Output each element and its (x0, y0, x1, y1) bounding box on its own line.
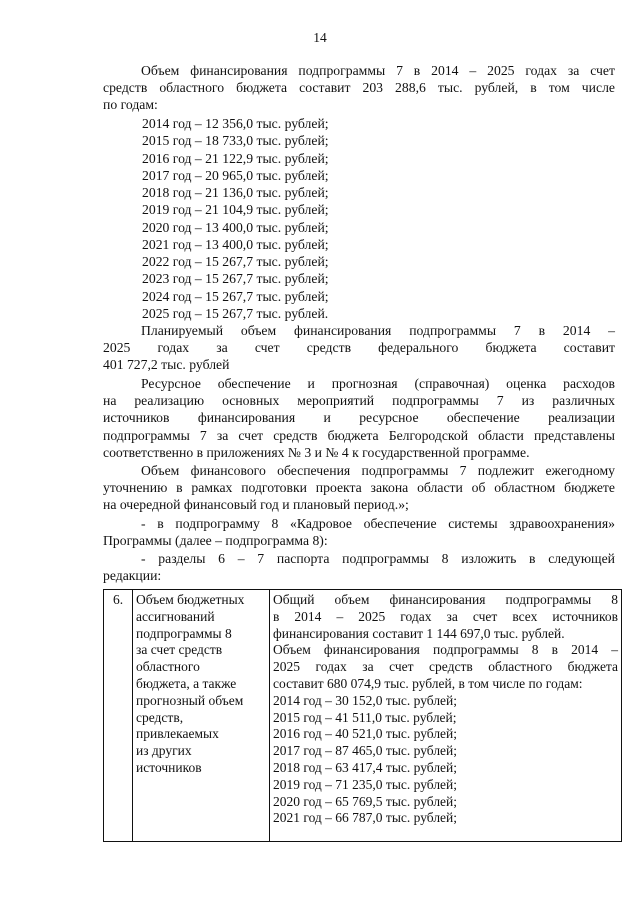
p7-resources-line-3: источников финансирования и ресурсное обеспечение реализации (103, 410, 615, 426)
p7-resources-line-2: на реализацию основных мероприятий подпрограммы 7 из различных (103, 393, 615, 409)
year-line: 2014 год – 30 152,0 тыс. рублей; (273, 692, 458, 708)
list-item: 2016 год – 21 122,9 тыс. рублей; (142, 150, 329, 166)
p7-annual-line-3: на очередной финансовый год и плановый период.»; (103, 497, 409, 513)
year-line: 2018 год – 63 417,4 тыс. рублей; (273, 759, 458, 775)
p8-intro-line-1: - в подпрограмму 8 «Кадровое обеспечение системы здравоохранения» (141, 516, 615, 531)
total-line: в 2014 – 2025 годах за счет всех источников (273, 608, 618, 624)
p7-federal-line-1: Планируемый объем финансирования подпрограммы 7 в 2014 – (141, 323, 615, 338)
regional-line: 2025 годах за счет средств областного бюджета (273, 659, 618, 675)
row-number: 6. (104, 590, 133, 842)
row-title-line: бюджета, а также (136, 675, 237, 691)
p7-federal-line-3: 401 727,2 тыс. рублей (103, 357, 230, 373)
row-title-line: привлекаемых (136, 726, 219, 742)
p7-budget-paragraph (103, 62, 615, 114)
row-title-line: подпрограммы 8 (136, 625, 232, 641)
p8-intro-paragraph (103, 515, 615, 549)
row-title-line: за счет средств (136, 642, 223, 658)
p7-federal-line-2: 2025 годах за счет средств федерального бюджета составит (103, 340, 615, 356)
page-number: 14 (313, 30, 327, 45)
row-title-line: ассигнований (136, 608, 215, 624)
year-line: 2021 год – 66 787,0 тыс. рублей; (273, 810, 458, 826)
p7-budget-line-2: средств областного бюджета составит 203 288,6 тыс. рублей, в том числе (103, 80, 615, 96)
year-line: 2015 год – 41 511,0 тыс. рублей; (273, 709, 457, 725)
p7-resources-line-1: Ресурсное обеспечение и прогнозная (справочная) оценка расходов (141, 376, 615, 391)
total-line: Общий объем финансирования подпрограммы 8 (273, 592, 618, 607)
p7-annual-line-1: Объем финансового обеспечения подпрограммы 7 подлежит ежегодному (141, 463, 615, 478)
list-item: 2020 год – 13 400,0 тыс. рублей; (142, 219, 329, 235)
row-title-line: средств, (136, 709, 184, 725)
p7-annual-line-2: уточнению в рамках подготовки проекта закона области об областном бюджете (103, 480, 615, 496)
p7-resources-line-5: соответственно в приложениях № 3 и № 4 к государственной программе. (103, 444, 530, 460)
p8-sections-paragraph (103, 550, 615, 584)
year-line: 2020 год – 65 769,5 тыс. рублей; (273, 793, 458, 809)
list-item: 2018 год – 21 136,0 тыс. рублей; (142, 185, 329, 200)
list-item: 2022 год – 15 267,7 тыс. рублей; (142, 254, 329, 269)
total-line: финансирования составит 1 144 697,0 тыс. рублей. (273, 625, 565, 641)
year-line: 2017 год – 87 465,0 тыс. рублей; (273, 743, 458, 759)
p8-sections-line-2: редакции: (103, 568, 162, 584)
row-title (133, 590, 270, 842)
year-line: 2016 год – 40 521,0 тыс. рублей; (273, 726, 458, 742)
row-title-line: областного (136, 659, 200, 675)
list-item: 2024 год – 15 267,7 тыс. рублей; (142, 288, 329, 304)
p7-year-list (142, 115, 329, 322)
list-item: 2023 год – 15 267,7 тыс. рублей; (142, 271, 329, 287)
p8-sections-line-1: - разделы 6 – 7 паспорта подпрограммы 8 изложить в следующей (141, 551, 615, 566)
year-line: 2019 год – 71 235,0 тыс. рублей; (273, 776, 458, 792)
passport-table (103, 589, 622, 842)
list-item: 2015 год – 18 733,0 тыс. рублей; (142, 133, 329, 149)
row-content (270, 590, 622, 842)
p7-budget-line-3: по годам: (103, 97, 158, 113)
p7-federal-paragraph (103, 322, 615, 374)
p8-intro-line-2: Программы (далее – подпрограмма 8): (103, 533, 328, 549)
list-item: 2025 год – 15 267,7 тыс. рублей. (142, 305, 329, 321)
p7-resources-line-4: подпрограммы 7 за счет средств бюджета Белгородской области представлены (103, 427, 615, 443)
row-title-line: из других (136, 743, 192, 759)
regional-line: Объем финансирования подпрограммы 8 в 2014 – (273, 642, 618, 658)
row-title-line: источников (136, 759, 202, 775)
table-row (104, 590, 622, 842)
p7-annual-paragraph (103, 462, 615, 514)
p7-resources-paragraph (103, 375, 615, 461)
list-item: 2019 год – 21 104,9 тыс. рублей; (142, 202, 329, 218)
list-item: 2017 год – 20 965,0 тыс. рублей; (142, 167, 329, 183)
list-item: 2014 год – 12 356,0 тыс. рублей; (142, 116, 329, 131)
row-title-line: Объем бюджетных (136, 592, 245, 607)
p7-budget-line-1: Объем финансирования подпрограммы 7 в 2014 – 2025 годах за счет (141, 63, 615, 78)
list-item: 2021 год – 13 400,0 тыс. рублей; (142, 236, 329, 252)
row-title-line: прогнозный объем (136, 692, 244, 708)
regional-line: составит 680 074,9 тыс. рублей, в том числе по годам: (273, 675, 583, 691)
